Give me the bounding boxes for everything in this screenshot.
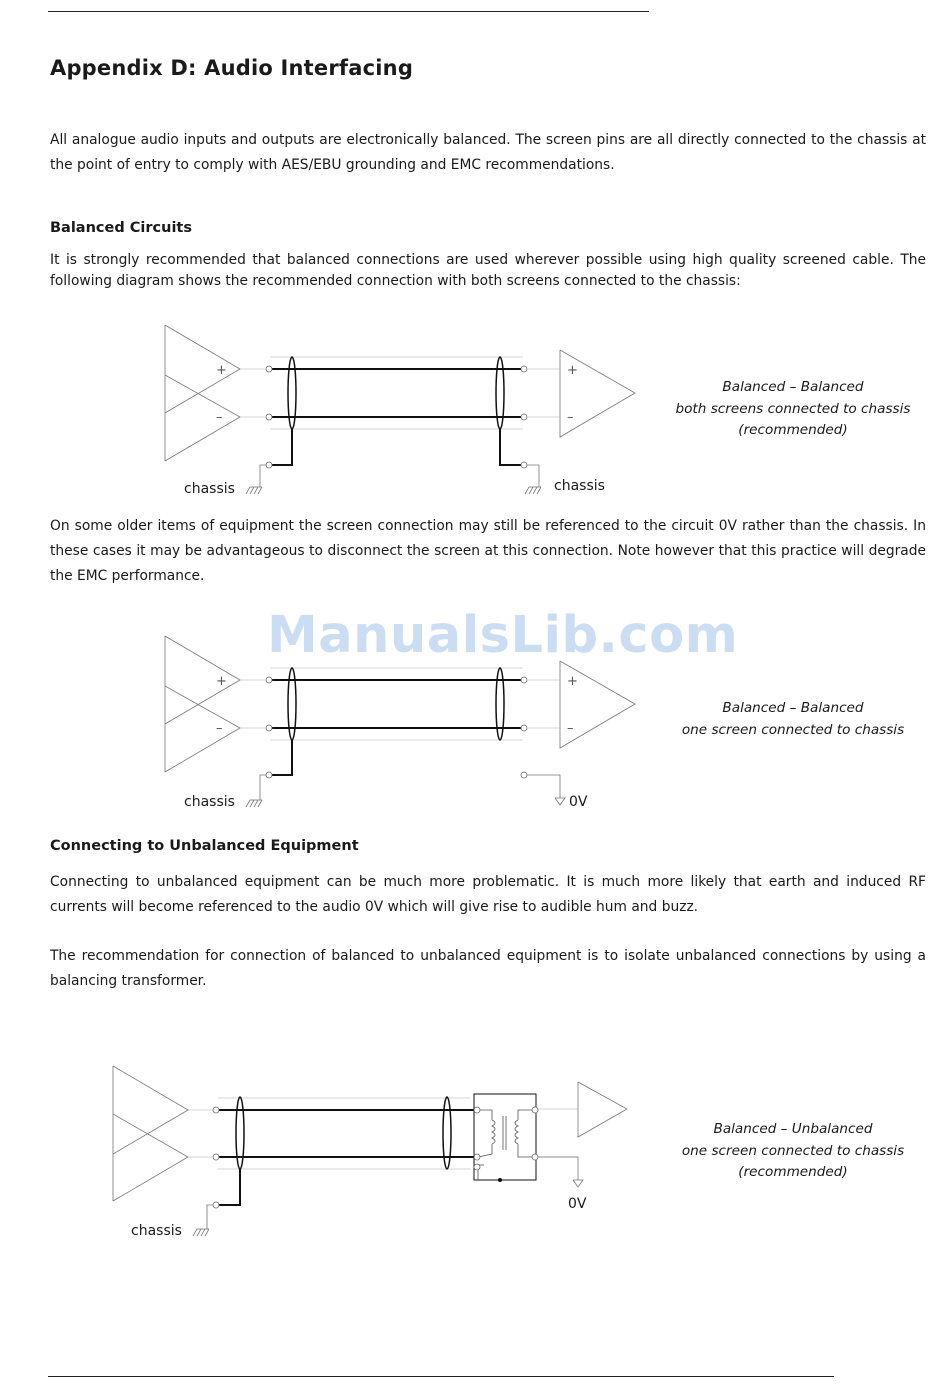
d1-caption-line-2: both screens connected to chassis bbox=[675, 400, 911, 417]
d3-caption-line-1: Balanced – Unbalanced bbox=[713, 1121, 873, 1137]
d2-left-minus: – bbox=[216, 721, 223, 736]
d1-left-chassis-label: chassis bbox=[184, 481, 235, 497]
d2-left-plus: + bbox=[216, 674, 227, 689]
balanced-paragraph-1: It is strongly recommended that balanced connections are used wherever possible using high quality screened cable. The following diagram shows the recommended connection with both screens connected to the chassis: bbox=[50, 252, 926, 289]
d1-right-minus: – bbox=[567, 410, 574, 425]
d2-caption-line-1: Balanced – Balanced bbox=[722, 700, 864, 716]
d2-right-plus: + bbox=[567, 674, 578, 689]
intro-paragraph: All analogue audio inputs and outputs are electronically balanced. The screen pins are all directly connected to the chassis at the point of entry to comply with AES/EBU grounding and EMC recommendations. bbox=[50, 132, 926, 173]
page-title: Appendix D: Audio Interfacing bbox=[50, 56, 414, 80]
d2-caption-line-2: one screen connected to chassis bbox=[681, 721, 905, 738]
d2-caption bbox=[663, 698, 923, 741]
d1-caption-line-1: Balanced – Balanced bbox=[722, 379, 864, 395]
balanced-heading: Balanced Circuits bbox=[50, 220, 192, 236]
top-rule bbox=[48, 11, 649, 12]
watermark: ManualsLib.com bbox=[267, 606, 739, 665]
d1-caption-line-3: (recommended) bbox=[738, 422, 848, 438]
bottom-rule bbox=[48, 1376, 834, 1377]
d3-caption bbox=[663, 1119, 923, 1184]
d3-caption-line-3: (recommended) bbox=[738, 1164, 848, 1180]
d3-right-0v-label: 0V bbox=[568, 1196, 587, 1212]
d2-right-minus: – bbox=[567, 721, 574, 736]
d2-right-0v-label: 0V bbox=[569, 794, 588, 810]
d1-caption bbox=[663, 377, 923, 442]
unbalanced-paragraph-1: Connecting to unbalanced equipment can be much more problematic. It is much more likely that earth and induced RF currents will become referenced to the audio 0V which will give rise to audible hum and buzz. bbox=[50, 874, 926, 915]
d1-right-plus: + bbox=[567, 363, 578, 378]
d1-left-plus: + bbox=[216, 363, 227, 378]
balanced-paragraph-2: On some older items of equipment the screen connection may still be referenced to the circuit 0V rather than the chassis. In these cases it may be advantageous to disconnect the screen at this connection. Note however that this practice will degrade the EMC performance. bbox=[50, 518, 926, 584]
unbalanced-paragraph-2: The recommendation for connection of balanced to unbalanced equipment is to isolate unbalanced connections by using a balancing transformer. bbox=[50, 948, 926, 989]
unbalanced-heading: Connecting to Unbalanced Equipment bbox=[50, 838, 359, 854]
d3-left-chassis-label: chassis bbox=[131, 1223, 182, 1239]
d2-left-chassis-label: chassis bbox=[184, 794, 235, 810]
d3-caption-line-2: one screen connected to chassis bbox=[681, 1142, 905, 1159]
d1-right-chassis-label: chassis bbox=[554, 478, 605, 494]
d1-left-minus: – bbox=[216, 410, 223, 425]
